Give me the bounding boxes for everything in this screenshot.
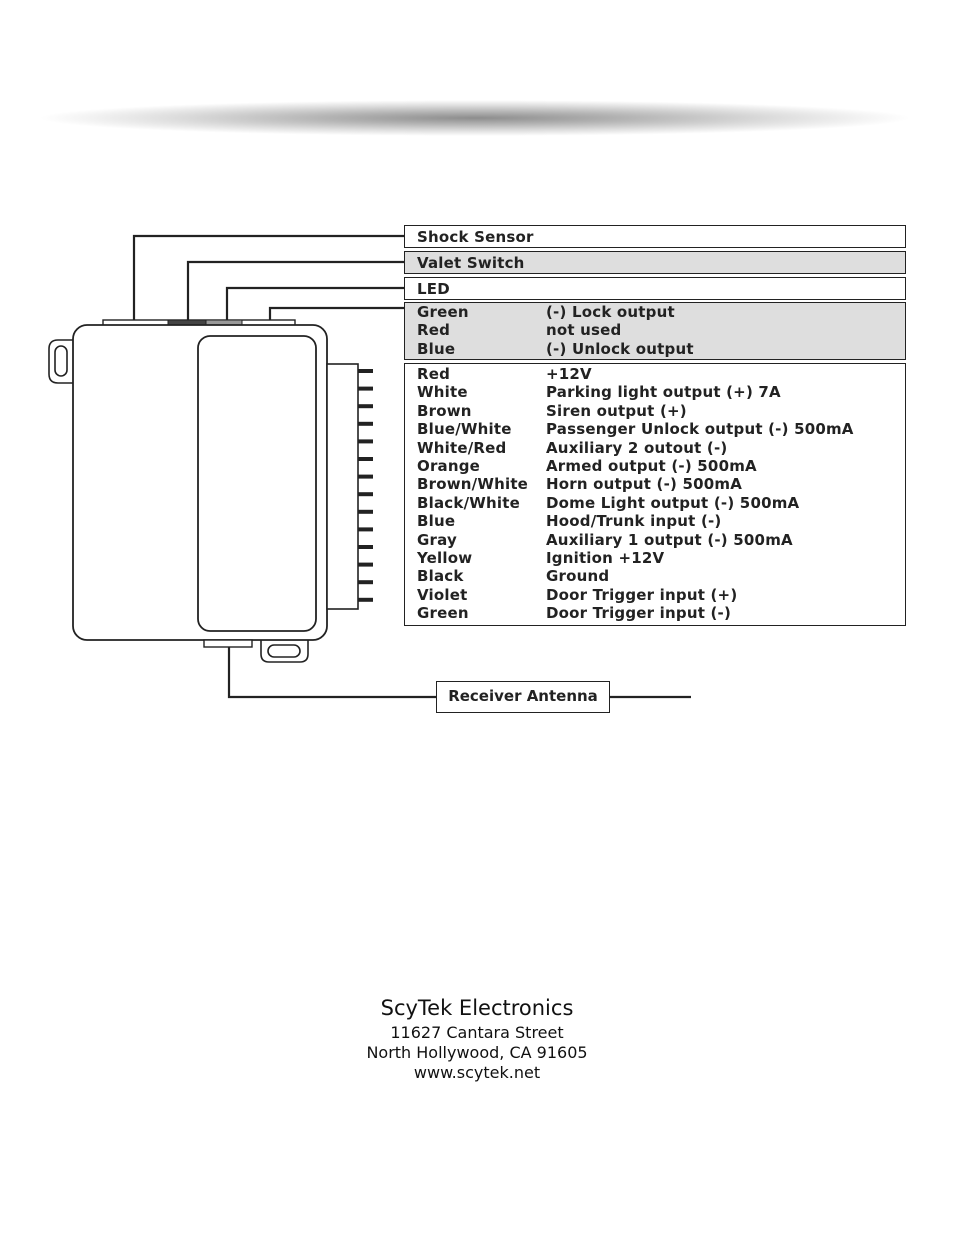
wire-color: Red xyxy=(417,321,451,340)
website-link[interactable]: www.scytek.net xyxy=(413,1063,541,1082)
wire-function: Parking light output (+) 7A xyxy=(546,383,781,402)
wire-function: Passenger Unlock output (-) 500mA xyxy=(546,420,854,439)
wire-row xyxy=(417,365,899,383)
wire-color: Black xyxy=(417,567,464,586)
harness-pin xyxy=(358,475,373,479)
company-name: ScyTek Electronics xyxy=(380,996,574,1020)
wire-row xyxy=(417,531,899,549)
harness-pin xyxy=(358,492,373,496)
wire-color: Brown/White xyxy=(417,475,529,494)
wire-function: Auxiliary 1 output (-) 500mA xyxy=(546,530,793,549)
wire-function: Dome Light output (-) 500mA xyxy=(546,493,800,512)
wire-function: (-) Unlock output xyxy=(546,339,694,358)
wire-color: Blue xyxy=(417,339,456,358)
harness-pin xyxy=(358,598,373,602)
wire-color: Black/White xyxy=(417,493,520,512)
wire-color: Green xyxy=(417,604,469,623)
wire-row xyxy=(417,321,899,339)
wire-color: Green xyxy=(417,303,469,321)
wire-color: Gray xyxy=(417,530,457,549)
wire-row xyxy=(417,340,899,358)
wire-row xyxy=(417,457,899,475)
harness-pin xyxy=(358,457,373,461)
wire-function: +12V xyxy=(546,365,592,383)
receiver-antenna-box xyxy=(436,681,610,713)
wire-row xyxy=(417,494,899,512)
led-wire xyxy=(227,288,405,323)
wire-function: Ignition +12V xyxy=(546,548,665,567)
wire-color: White xyxy=(417,383,468,402)
wire-color: Yellow xyxy=(417,548,473,567)
wire-function: Ground xyxy=(546,567,610,586)
wire-row xyxy=(417,303,899,321)
wire-color: Orange xyxy=(417,456,481,475)
wire-function: (-) Lock output xyxy=(546,303,675,321)
city-address: North Hollywood, CA 91605 xyxy=(366,1043,588,1062)
harness-pin xyxy=(358,545,373,549)
side-harness-block xyxy=(327,364,358,609)
wire-color: Violet xyxy=(417,585,468,604)
wire-row xyxy=(417,475,899,493)
led-label: LED xyxy=(417,279,450,298)
wire-function: Auxiliary 2 outout (-) xyxy=(546,438,728,457)
lock-group-box xyxy=(404,302,906,360)
harness-pin xyxy=(358,439,373,443)
harness-pin xyxy=(358,387,373,391)
shock-sensor-label: Shock Sensor xyxy=(417,227,534,246)
shock-sensor-box xyxy=(404,225,906,248)
wire-function: Armed output (-) 500mA xyxy=(546,456,757,475)
wire-row xyxy=(417,567,899,585)
harness-pin xyxy=(358,422,373,426)
bottom-mount-tab xyxy=(261,638,308,662)
main-harness-box xyxy=(404,363,906,626)
wire-function: Siren output (+) xyxy=(546,401,687,420)
wire-color: Red xyxy=(417,365,451,383)
wire-row xyxy=(417,402,899,420)
wire-function: Horn output (-) 500mA xyxy=(546,475,743,494)
wire-function: Door Trigger input (-) xyxy=(546,604,732,623)
wire-color: Brown xyxy=(417,401,472,420)
wire-color: Blue xyxy=(417,512,456,531)
wire-row xyxy=(417,512,899,530)
wire-row xyxy=(417,420,899,438)
valet-switch-box xyxy=(404,251,906,274)
wire-row xyxy=(417,604,899,622)
wire-row xyxy=(417,439,899,457)
harness-pin xyxy=(358,580,373,584)
harness-pin xyxy=(358,563,373,567)
harness-pin xyxy=(358,510,373,514)
wire-row xyxy=(417,586,899,604)
wire-function: Hood/Trunk input (-) xyxy=(546,512,722,531)
harness-pin xyxy=(358,369,373,373)
valet-switch-label: Valet Switch xyxy=(417,253,525,272)
harness-pin xyxy=(358,527,373,531)
harness-pin xyxy=(358,404,373,408)
left-mount-tab xyxy=(49,340,76,383)
company-footer xyxy=(0,993,954,1083)
wire-function: Door Trigger input (+) xyxy=(546,585,738,604)
harness-pins xyxy=(358,369,373,602)
wire-color: Blue/White xyxy=(417,420,512,439)
wire-row xyxy=(417,549,899,567)
wire-color: White/Red xyxy=(417,438,507,457)
valet-switch-wire xyxy=(188,262,405,323)
receiver-antenna-label: Receiver Antenna xyxy=(448,687,598,705)
led-box xyxy=(404,277,906,300)
wire-row xyxy=(417,383,899,401)
street-address: 11627 Cantara Street xyxy=(390,1023,564,1042)
antenna-connector xyxy=(204,640,252,647)
alarm-unit-panel xyxy=(198,336,316,631)
wire-function: not used xyxy=(546,321,622,340)
